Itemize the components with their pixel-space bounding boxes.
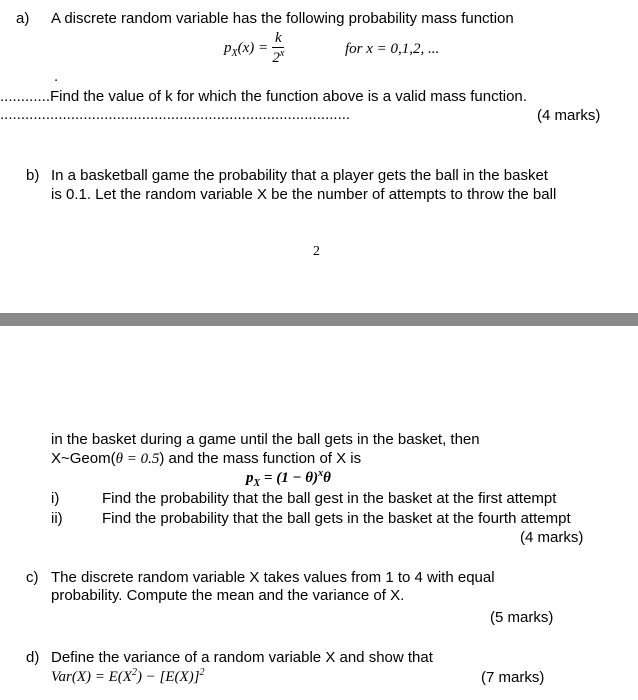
part-d-marks: (7 marks) <box>481 669 545 686</box>
part-a-question: Find the value of k for which the function above is a valid mass function. <box>50 88 527 105</box>
geom-text: X~Geom( <box>51 450 116 467</box>
part-b-line4 <box>51 450 361 468</box>
variance-exp-a: 2 <box>131 667 137 678</box>
part-b-marks: (4 marks) <box>520 529 584 546</box>
geom-rest: ) and the mass function of X is <box>159 450 362 467</box>
item-ii-text: Find the probability that the ball gets in the basket at the fourth attempt <box>102 510 571 527</box>
part-c-marks: (5 marks) <box>490 609 554 626</box>
dots-line: .................................................................................... <box>0 106 351 123</box>
geom-pmf-formula <box>246 468 331 490</box>
pmf-den-exp: x <box>279 47 285 59</box>
page-number: 2 <box>313 244 320 259</box>
variance-part-a: Var(X) = E(X <box>51 669 132 685</box>
pmf-den-base: 2 <box>272 49 280 66</box>
geom-lhs: p <box>246 470 254 486</box>
pmf-fraction <box>272 30 284 67</box>
part-b-line2: is 0.1. Let the random variable X be the number of attempts to throw the ball <box>51 186 557 203</box>
geom-exp: x <box>318 468 324 479</box>
page-separator-band <box>0 313 638 326</box>
item-ii-num: ii) <box>51 510 63 527</box>
dots-leader: ............ <box>0 88 51 105</box>
geom-tail: θ <box>323 470 331 486</box>
part-a-question-line <box>0 88 527 106</box>
part-c-line1: The discrete random variable X takes values from 1 to 4 with equal <box>51 569 495 586</box>
part-c-label: c) <box>26 569 39 586</box>
item-i-text: Find the probability that the ball gest in the basket at the first attempt <box>102 490 557 507</box>
part-d-label: d) <box>26 649 40 666</box>
part-b-label: b) <box>26 167 40 184</box>
variance-exp-b: 2 <box>199 667 205 678</box>
pmf-lhs: p <box>224 40 232 57</box>
geom-sub: X <box>253 478 261 489</box>
variance-part-b: ) − [E(X)] <box>136 669 200 685</box>
pmf-sub: X <box>231 48 238 60</box>
part-c-line2: probability. Compute the mean and the variance of X. <box>51 587 405 604</box>
geom-rhs: = (1 − θ) <box>260 470 319 486</box>
pmf-domain: for x = 0,1,2, ... <box>345 41 440 57</box>
item-i-num: i) <box>51 490 60 507</box>
pmf-formula <box>224 30 284 67</box>
part-b-line1: In a basketball game the probability that a player gets the ball in the basket <box>51 167 548 184</box>
part-b-line3: in the basket during a game until the ball gets in the basket, then <box>51 431 480 448</box>
part-d-line1: Define the variance of a random variable X and show that <box>51 649 433 666</box>
part-a-label: a) <box>16 10 30 27</box>
part-a-intro: A discrete random variable has the following probability mass function <box>51 10 514 27</box>
geom-param: θ = 0.5 <box>115 451 160 467</box>
stray-dot: . <box>54 68 59 85</box>
pmf-var: (x) = <box>237 40 269 57</box>
pmf-numerator: k <box>272 30 284 48</box>
variance-formula <box>51 667 205 686</box>
part-a-marks: (4 marks) <box>537 107 601 124</box>
